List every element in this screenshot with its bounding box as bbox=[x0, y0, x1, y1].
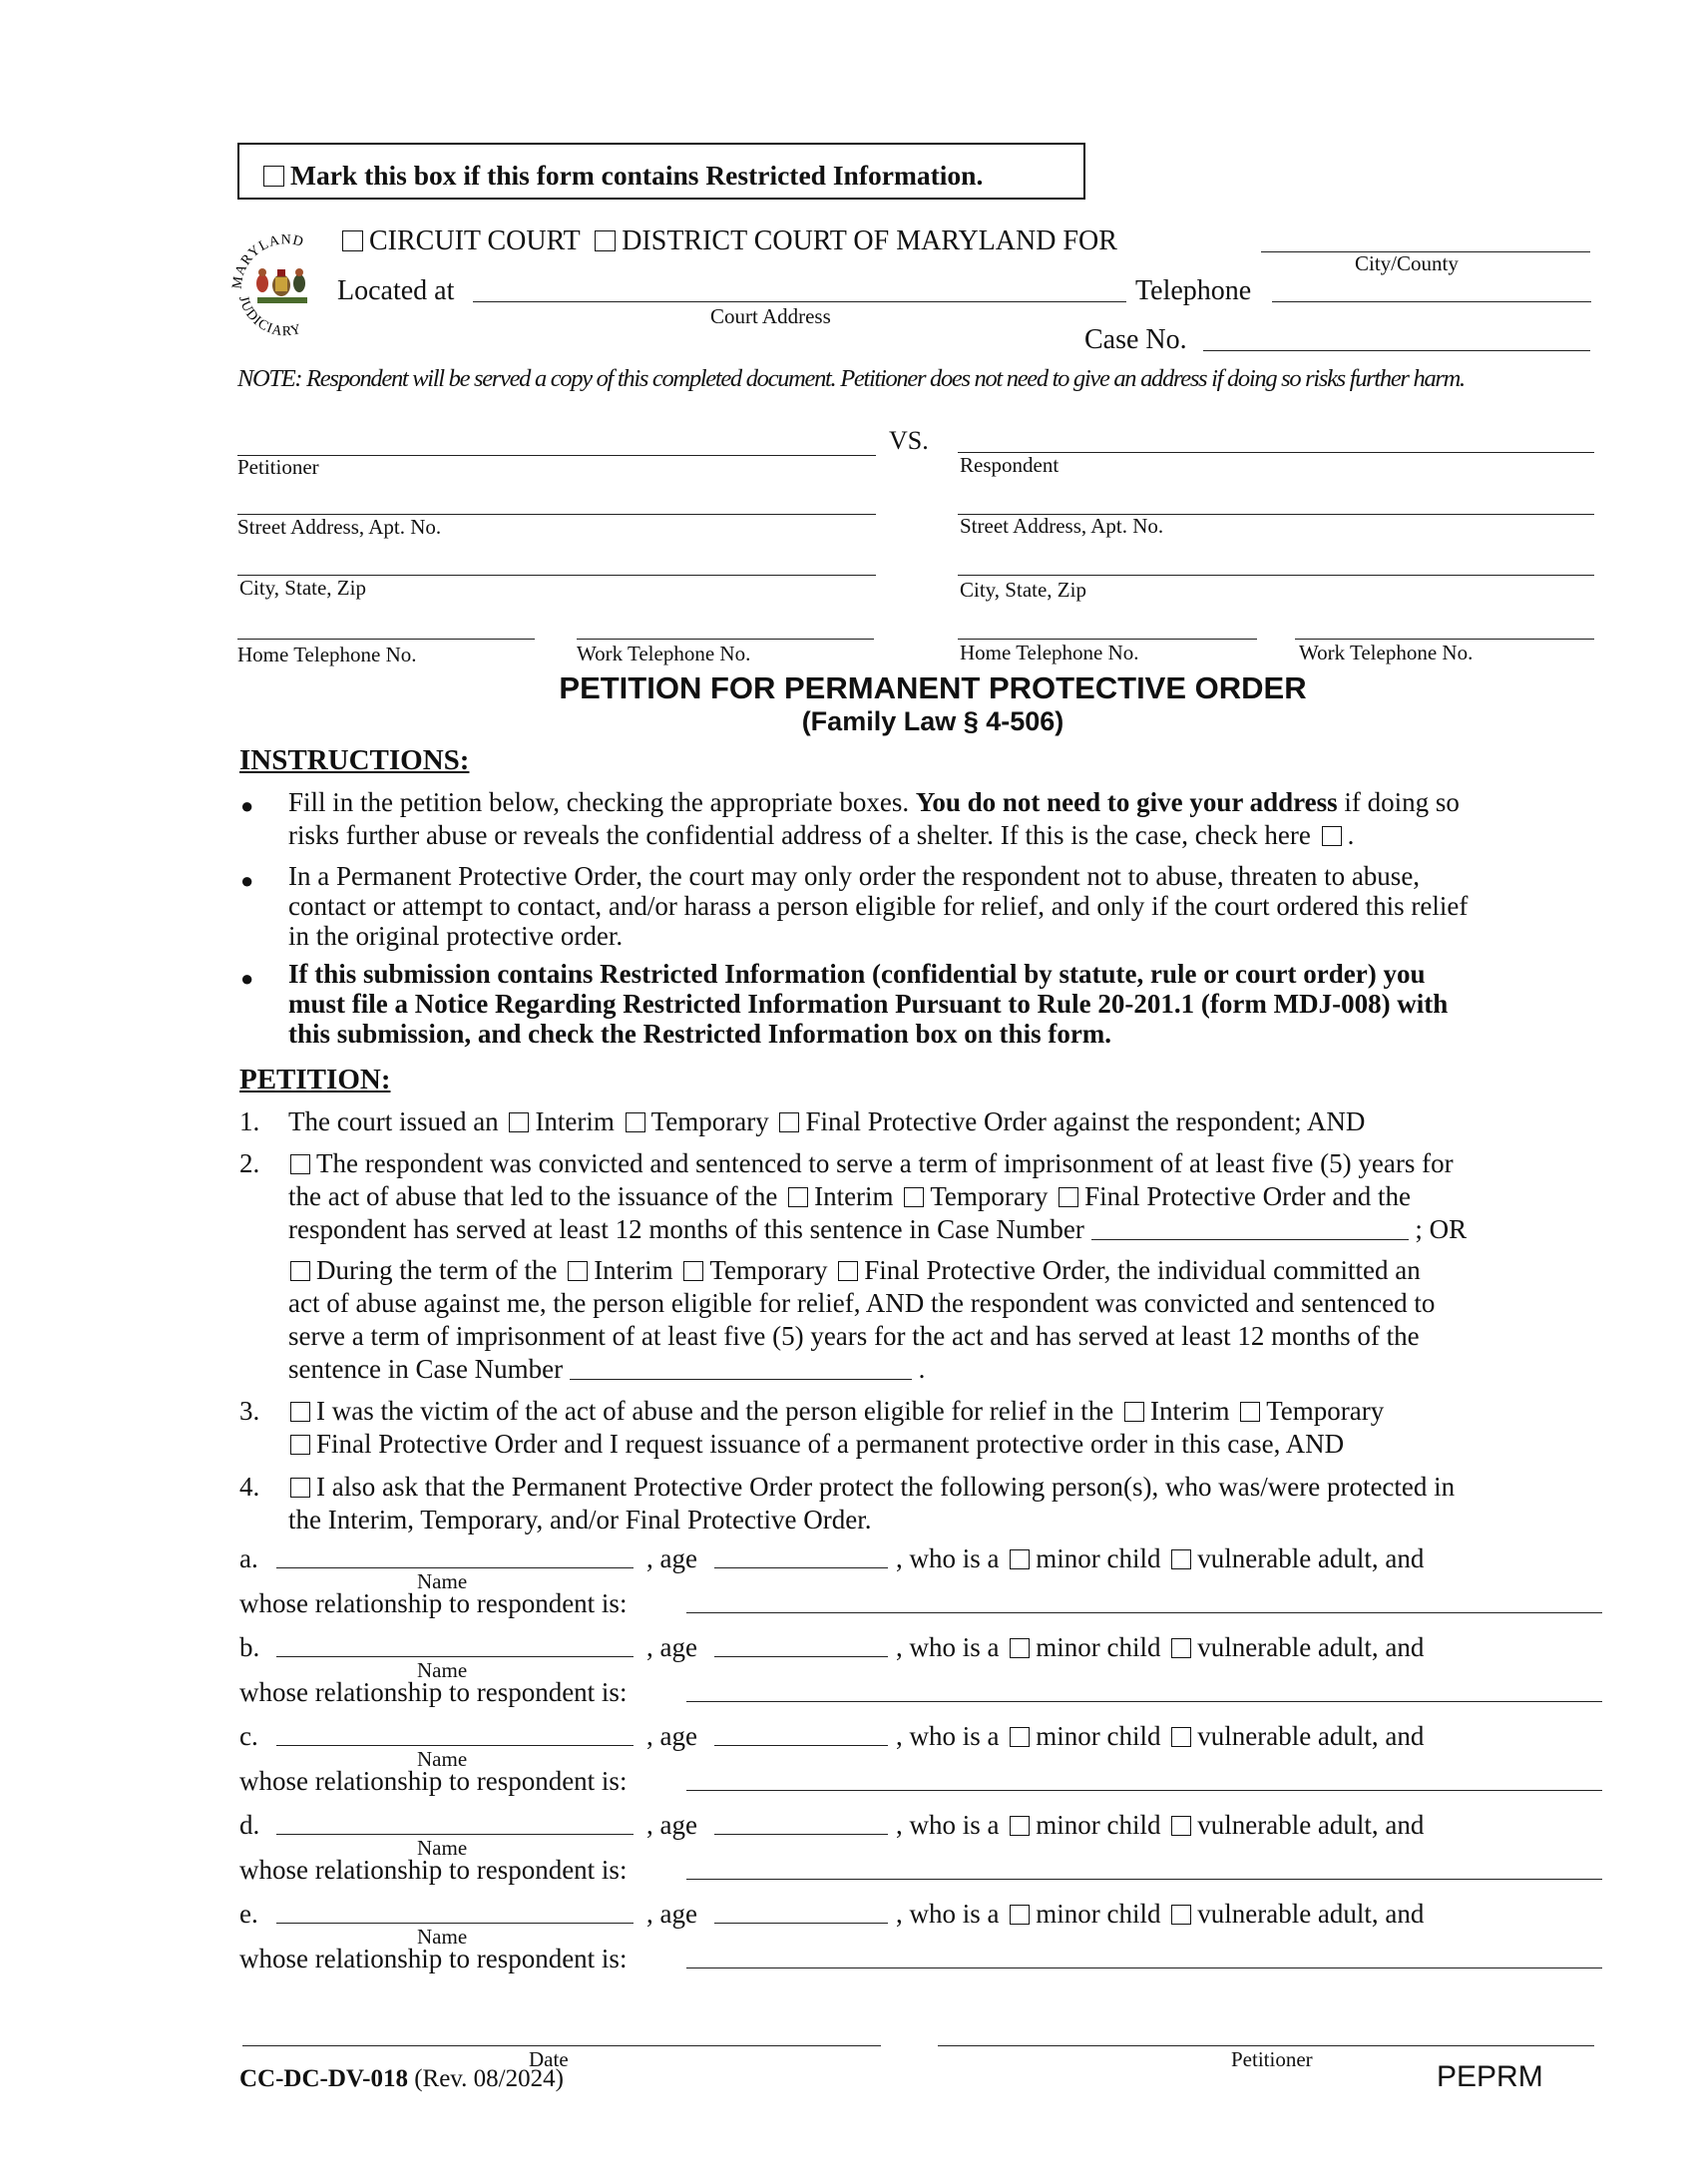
date-line[interactable] bbox=[242, 2045, 881, 2046]
person-b-relationship-label: whose relationship to respondent is: bbox=[239, 1677, 628, 1707]
person-d-status bbox=[896, 1809, 1424, 1841]
person-c-age-label: , age bbox=[646, 1721, 697, 1751]
person-d-who-is: , who is a bbox=[896, 1810, 1000, 1840]
district-court-checkbox[interactable] bbox=[595, 230, 616, 251]
person-b-age-line[interactable] bbox=[714, 1656, 888, 1657]
item-2-line-3-text: respondent has served at least 12 months of this sentence in Case Number bbox=[288, 1214, 1084, 1244]
person-b-name-line[interactable] bbox=[276, 1656, 634, 1657]
circuit-court-checkbox[interactable] bbox=[342, 230, 363, 251]
item-2b-interim-checkbox[interactable] bbox=[568, 1261, 588, 1281]
item-2-interim-checkbox[interactable] bbox=[788, 1187, 808, 1207]
item-3-final-label: Final Protective Order bbox=[316, 1429, 558, 1459]
person-c-who-is: , who is a bbox=[896, 1721, 1000, 1751]
item-4-line-2: the Interim, Temporary, and/or Final Protective Order. bbox=[288, 1505, 872, 1534]
petitioner-street-caption: Street Address, Apt. No. bbox=[237, 515, 442, 539]
item-2-line-3 bbox=[288, 1213, 1467, 1245]
petitioner-work-tel-caption: Work Telephone No. bbox=[577, 642, 751, 665]
item-3-number: 3. bbox=[239, 1396, 260, 1426]
item-4-checkbox[interactable] bbox=[290, 1478, 310, 1498]
item-3-interim-label: Interim bbox=[1149, 1396, 1230, 1426]
person-d-age-label: , age bbox=[646, 1810, 697, 1840]
person-c-vulnerable-label: vulnerable adult, and bbox=[1197, 1721, 1425, 1751]
item-2-checkbox[interactable] bbox=[290, 1154, 310, 1174]
item-2-temporary-label: Temporary bbox=[930, 1181, 1049, 1211]
person-b-age-label: , age bbox=[646, 1632, 697, 1662]
person-c-relationship-label: whose relationship to respondent is: bbox=[239, 1766, 628, 1796]
seal-top-text: MARYLAND bbox=[229, 232, 306, 290]
item-1-final-checkbox[interactable] bbox=[779, 1112, 799, 1132]
item-2b-temporary-checkbox[interactable] bbox=[683, 1261, 703, 1281]
instruction-2-line-2: contact or attempt to contact, and/or harass a person eligible for relief, and only if the court ordered this relief bbox=[288, 891, 1469, 921]
item-3-temporary-checkbox[interactable] bbox=[1240, 1402, 1260, 1422]
item-3-temporary-label: Temporary bbox=[1266, 1396, 1385, 1426]
item-1-interim-label: Interim bbox=[535, 1106, 615, 1136]
form-subtitle: (Family Law § 4-506) bbox=[801, 706, 1064, 736]
person-c-letter: c. bbox=[239, 1721, 258, 1751]
person-c-relationship-line[interactable] bbox=[686, 1790, 1602, 1791]
maryland-judiciary-seal bbox=[229, 225, 339, 343]
petitioner-signature-caption: Petitioner bbox=[1231, 2047, 1313, 2071]
item-2-line-2 bbox=[288, 1180, 1411, 1212]
item-4-line-1 bbox=[288, 1471, 1455, 1503]
item-4-number: 4. bbox=[239, 1472, 260, 1502]
person-b-status bbox=[896, 1631, 1424, 1663]
instruction-1-line-2: risks further abuse or reveals the confidential address of a shelter. If this is the case, check here . bbox=[288, 820, 1355, 850]
restricted-info-text: Mark this box if this form contains Restricted Information. bbox=[290, 160, 984, 191]
person-e-minor-checkbox[interactable] bbox=[1010, 1905, 1030, 1925]
item-2b-final-label: Final Protective Order bbox=[864, 1255, 1104, 1285]
item-2b-period: . bbox=[918, 1354, 926, 1384]
petitioner-caption: Petitioner bbox=[237, 455, 319, 479]
court-telephone-line[interactable] bbox=[1272, 301, 1591, 302]
person-e-age-line[interactable] bbox=[714, 1923, 888, 1924]
instruction-1-line-1 bbox=[288, 786, 1460, 818]
respondent-home-tel-line[interactable] bbox=[958, 639, 1257, 640]
person-a-name-caption: Name bbox=[417, 1569, 468, 1593]
person-c-age-line[interactable] bbox=[714, 1745, 888, 1746]
item-2b-line-2: act of abuse against me, the person eligible for relief, AND the respondent was convicted and sentenced to bbox=[288, 1288, 1436, 1318]
person-c-minor-label: minor child bbox=[1036, 1721, 1161, 1751]
person-a-age-label: , age bbox=[646, 1543, 697, 1573]
versus-label: VS. bbox=[889, 426, 929, 455]
person-e-who-is: , who is a bbox=[896, 1899, 1000, 1929]
item-3-line-1 bbox=[288, 1395, 1384, 1427]
court-selection-line bbox=[342, 225, 1117, 257]
instruction-1-bold: You do not need to give your address bbox=[915, 787, 1338, 817]
person-e-name-line[interactable] bbox=[276, 1923, 634, 1924]
instruction-1-text-b: if doing so bbox=[1337, 787, 1460, 817]
item-2b-temporary-label: Temporary bbox=[709, 1255, 828, 1285]
respondent-city-line[interactable] bbox=[958, 575, 1594, 576]
person-d-minor-label: minor child bbox=[1036, 1810, 1161, 1840]
case-no-line[interactable] bbox=[1203, 350, 1590, 351]
form-code: PEPRM bbox=[1437, 2060, 1543, 2093]
person-e-relationship-label: whose relationship to respondent is: bbox=[239, 1944, 628, 1973]
respondent-city-caption: City, State, Zip bbox=[960, 578, 1086, 602]
person-d-minor-checkbox[interactable] bbox=[1010, 1816, 1030, 1836]
restricted-info-checkbox[interactable] bbox=[263, 166, 284, 187]
court-telephone-label: Telephone bbox=[1135, 275, 1252, 306]
item-2-line-1 bbox=[288, 1147, 1454, 1179]
item-1-interim-checkbox[interactable] bbox=[509, 1112, 529, 1132]
restricted-info-checkbox-label bbox=[263, 160, 983, 192]
respondent-home-tel-caption: Home Telephone No. bbox=[960, 641, 1139, 664]
item-2-case-number-line[interactable] bbox=[1091, 1215, 1409, 1240]
form-revision: (Rev. 08/2024) bbox=[407, 2065, 564, 2092]
circuit-court-label: CIRCUIT COURT bbox=[369, 225, 581, 256]
person-b-vulnerable-label: vulnerable adult, and bbox=[1197, 1632, 1425, 1662]
person-a-minor-checkbox[interactable] bbox=[1010, 1549, 1030, 1569]
bullet-3-marker: ● bbox=[240, 966, 254, 991]
person-b-who-is: , who is a bbox=[896, 1632, 1000, 1662]
person-a-minor-label: minor child bbox=[1036, 1543, 1161, 1573]
item-2b-line-3: serve a term of imprisonment of at least five (5) years for the act and has served at least 12 months of the bbox=[288, 1321, 1420, 1351]
person-d-age-line[interactable] bbox=[714, 1834, 888, 1835]
person-e-status bbox=[896, 1898, 1424, 1930]
item-1-line bbox=[288, 1105, 1365, 1137]
person-d-relationship-label: whose relationship to respondent is: bbox=[239, 1855, 628, 1885]
person-e-age-label: , age bbox=[646, 1899, 697, 1929]
form-title: PETITION FOR PERMANENT PROTECTIVE ORDER bbox=[559, 670, 1307, 705]
item-2b-line-1 bbox=[288, 1254, 1421, 1286]
person-d-name-line[interactable] bbox=[276, 1834, 634, 1835]
respondent-work-tel-caption: Work Telephone No. bbox=[1299, 641, 1474, 664]
item-2b-text: During the term of the bbox=[316, 1255, 558, 1285]
person-c-status bbox=[896, 1720, 1424, 1752]
instruction-2-line-1: In a Permanent Protective Order, the court may only order the respondent not to abuse, threaten to abuse, bbox=[288, 861, 1421, 891]
petitioner-name-line[interactable] bbox=[237, 455, 876, 456]
service-note: NOTE: Respondent will be served a copy of this completed document. Petitioner does not need to give an address if doing so risks further harm. bbox=[237, 365, 1465, 392]
district-court-label: DISTRICT COURT OF MARYLAND FOR bbox=[622, 225, 1117, 256]
instruction-3-line-2: must file a Notice Regarding Restricted Information Pursuant to Rule 20-201.1 (form MDJ-008) with bbox=[288, 989, 1449, 1019]
item-1-temporary-checkbox[interactable] bbox=[626, 1112, 645, 1132]
person-d-vulnerable-label: vulnerable adult, and bbox=[1197, 1810, 1425, 1840]
instructions-heading: INSTRUCTIONS: bbox=[239, 744, 470, 776]
respondent-street-caption: Street Address, Apt. No. bbox=[960, 514, 1164, 538]
person-e-letter: e. bbox=[239, 1899, 258, 1929]
item-2b-checkbox[interactable] bbox=[290, 1261, 310, 1281]
confidential-address-checkbox[interactable] bbox=[1322, 826, 1342, 846]
respondent-caption: Respondent bbox=[960, 453, 1060, 477]
bullet-2-marker: ● bbox=[240, 868, 254, 893]
located-at-label: Located at bbox=[337, 275, 455, 306]
item-2-final-checkbox[interactable] bbox=[1059, 1187, 1078, 1207]
item-1-text: The court issued an bbox=[288, 1106, 499, 1136]
item-2b-line-4 bbox=[288, 1353, 925, 1385]
person-a-vulnerable-label: vulnerable adult, and bbox=[1197, 1543, 1425, 1573]
court-address-caption: Court Address bbox=[710, 304, 831, 328]
petitioner-home-tel-caption: Home Telephone No. bbox=[237, 643, 417, 666]
item-1-temporary-label: Temporary bbox=[650, 1106, 769, 1136]
item-1-number: 1. bbox=[239, 1106, 260, 1136]
petitioner-work-tel-line[interactable] bbox=[577, 639, 874, 640]
case-no-label: Case No. bbox=[1084, 324, 1187, 355]
person-a-who-is: , who is a bbox=[896, 1543, 1000, 1573]
person-b-name-caption: Name bbox=[417, 1658, 468, 1682]
item-2b-case-number-line[interactable] bbox=[570, 1355, 912, 1380]
person-e-relationship-line[interactable] bbox=[686, 1967, 1602, 1968]
person-a-letter: a. bbox=[239, 1543, 258, 1573]
person-b-minor-label: minor child bbox=[1036, 1632, 1161, 1662]
instruction-2-line-3: in the original protective order. bbox=[288, 921, 624, 951]
instruction-1-text-a: Fill in the petition below, checking the appropriate boxes. bbox=[288, 787, 916, 817]
court-address-line[interactable] bbox=[473, 301, 1126, 302]
instruction-3-line-1: If this submission contains Restricted Information (confidential by statute, rule or court order) you bbox=[288, 959, 1426, 989]
person-b-minor-checkbox[interactable] bbox=[1010, 1638, 1030, 1658]
item-2-line-2-text: the act of abuse that led to the issuance of the bbox=[288, 1181, 778, 1211]
person-d-vulnerable-checkbox[interactable] bbox=[1171, 1816, 1191, 1836]
petition-heading: PETITION: bbox=[239, 1064, 391, 1095]
item-2-line-2-end: and the bbox=[1332, 1181, 1412, 1211]
item-2-or: ; OR bbox=[1415, 1214, 1468, 1244]
item-2-temporary-checkbox[interactable] bbox=[904, 1187, 924, 1207]
person-c-vulnerable-checkbox[interactable] bbox=[1171, 1727, 1191, 1747]
person-d-name-caption: Name bbox=[417, 1836, 468, 1860]
person-a-name-line[interactable] bbox=[276, 1567, 634, 1568]
item-2-line-1-text: The respondent was convicted and sentenced to serve a term of imprisonment of at least five (5) years for bbox=[316, 1148, 1454, 1178]
item-3-line-2-text: and I request issuance of a permanent protective order in this case, AND bbox=[564, 1429, 1345, 1459]
person-b-relationship-line[interactable] bbox=[686, 1701, 1602, 1702]
person-b-vulnerable-checkbox[interactable] bbox=[1171, 1638, 1191, 1658]
date-caption: Date bbox=[529, 2047, 569, 2071]
item-3-interim-checkbox[interactable] bbox=[1124, 1402, 1144, 1422]
form-id-number: CC-DC-DV-018 bbox=[239, 2065, 408, 2092]
person-c-minor-checkbox[interactable] bbox=[1010, 1727, 1030, 1747]
person-c-name-caption: Name bbox=[417, 1747, 468, 1771]
person-e-minor-label: minor child bbox=[1036, 1899, 1161, 1929]
seal-bottom-text: JUDICIARY bbox=[235, 294, 304, 340]
person-e-name-caption: Name bbox=[417, 1925, 468, 1949]
item-2b-final-checkbox[interactable] bbox=[838, 1261, 858, 1281]
person-e-vulnerable-label: vulnerable adult, and bbox=[1197, 1899, 1425, 1929]
item-4-line-1-text: I also ask that the Permanent Protective Order protect the following person(s), who was/were protected in bbox=[316, 1472, 1456, 1502]
person-a-relationship-line[interactable] bbox=[686, 1612, 1602, 1613]
item-2b-end: , the individual committed an bbox=[1103, 1255, 1421, 1285]
respondent-work-tel-line[interactable] bbox=[1295, 639, 1594, 640]
bullet-1-marker: ● bbox=[240, 793, 254, 818]
item-2b-interim-label: Interim bbox=[594, 1255, 673, 1285]
item-2-interim-label: Interim bbox=[814, 1181, 894, 1211]
item-2b-line-4-text: sentence in Case Number bbox=[288, 1354, 564, 1384]
form-id bbox=[239, 2065, 564, 2093]
person-a-relationship-label: whose relationship to respondent is: bbox=[239, 1588, 628, 1618]
item-3-text: I was the victim of the act of abuse and the person eligible for relief in the bbox=[316, 1396, 1114, 1426]
petitioner-home-tel-line[interactable] bbox=[237, 639, 535, 640]
item-3-line-2 bbox=[288, 1428, 1344, 1460]
item-3-final-checkbox[interactable] bbox=[290, 1435, 310, 1455]
instruction-1-line2-text: risks further abuse or reveals the confidential address of a shelter. If this is the case, check here bbox=[288, 820, 1311, 850]
person-b-letter: b. bbox=[239, 1632, 260, 1662]
item-1-end: against the respondent; AND bbox=[1053, 1106, 1366, 1136]
instruction-3-line-3: this submission, and check the Restricted Information box on this form. bbox=[288, 1019, 1112, 1049]
person-a-age-line[interactable] bbox=[714, 1567, 888, 1568]
item-3-checkbox[interactable] bbox=[290, 1402, 310, 1422]
item-2-final-label: Final Protective Order bbox=[1084, 1181, 1326, 1211]
item-1-final-label: Final Protective Order bbox=[805, 1106, 1047, 1136]
person-c-name-line[interactable] bbox=[276, 1745, 634, 1746]
item-2-number: 2. bbox=[239, 1148, 260, 1178]
person-a-vulnerable-checkbox[interactable] bbox=[1171, 1549, 1191, 1569]
petitioner-city-caption: City, State, Zip bbox=[239, 576, 366, 600]
person-d-relationship-line[interactable] bbox=[686, 1879, 1602, 1880]
person-a-status bbox=[896, 1542, 1424, 1574]
city-county-caption: City/County bbox=[1355, 251, 1459, 275]
person-e-vulnerable-checkbox[interactable] bbox=[1171, 1905, 1191, 1925]
petitioner-signature-line[interactable] bbox=[938, 2045, 1594, 2046]
person-d-letter: d. bbox=[239, 1810, 260, 1840]
